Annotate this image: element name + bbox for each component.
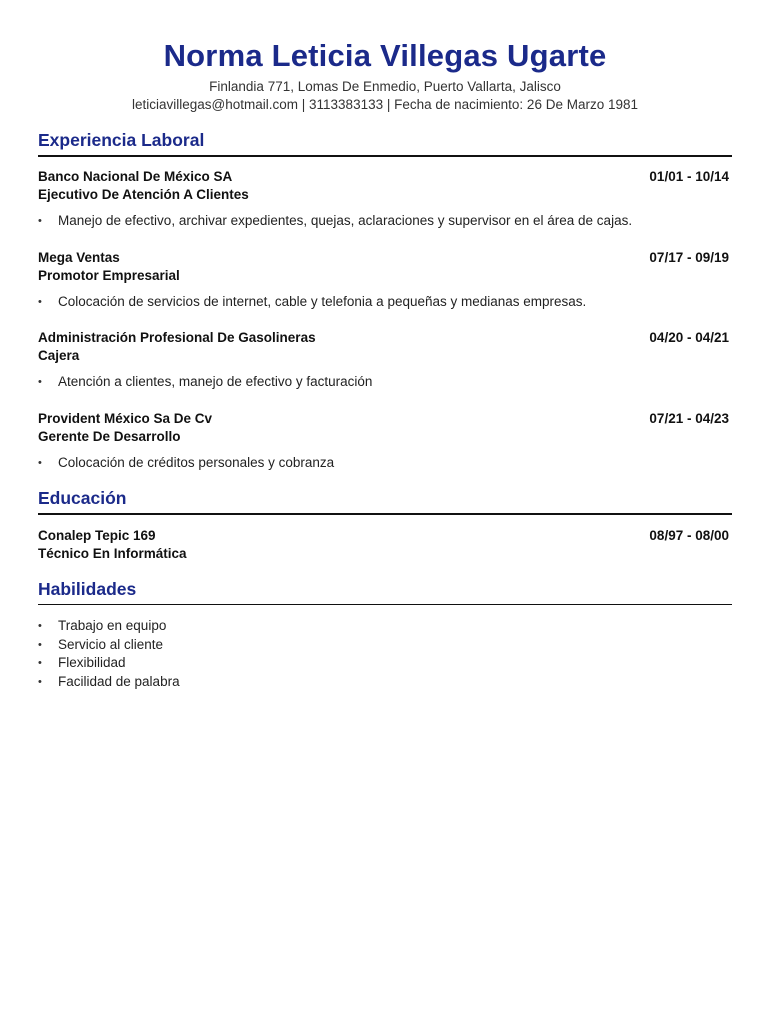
employment-dates: 07/17 - 09/19 xyxy=(649,249,729,265)
skill-item xyxy=(38,636,732,655)
section-title-experience: Experiencia Laboral xyxy=(38,128,732,157)
job-title: Ejecutivo De Atención A Clientes xyxy=(38,187,249,202)
employment-dates: 04/20 - 04/21 xyxy=(649,330,729,345)
duties-list xyxy=(38,454,732,473)
education-dates: 08/97 - 08/00 xyxy=(649,528,729,543)
skill-text: Trabajo en equipo xyxy=(58,618,167,633)
bullet-icon: • xyxy=(38,657,42,669)
skill-item xyxy=(38,654,732,673)
skill-text: Facilidad de palabra xyxy=(58,673,180,689)
duty-text: Colocación de servicios de internet, cable y telefonia a pequeñas y medianas empresas. xyxy=(58,293,587,309)
skill-text: Servicio al cliente xyxy=(58,636,164,652)
skills-list xyxy=(38,617,732,691)
experience-entry xyxy=(38,168,732,231)
duty-text: Manejo de efectivo, archivar expedientes, quejas, aclaraciones y supervisor en el área de cajas. xyxy=(58,213,633,228)
bullet-icon: • xyxy=(38,456,42,469)
duty-text: Atención a clientes, manejo de efectivo y facturación xyxy=(58,374,373,389)
employment-dates: 01/01 - 10/14 xyxy=(649,169,729,184)
employment-dates: 07/21 - 04/23 xyxy=(649,410,729,426)
bullet-icon: • xyxy=(38,215,42,227)
skill-item xyxy=(38,617,732,636)
duty-text: Colocación de créditos personales y cobranza xyxy=(58,454,335,470)
duty-item xyxy=(38,212,732,231)
bullet-icon: • xyxy=(38,638,42,651)
duty-item xyxy=(38,454,732,473)
duties-list xyxy=(38,293,732,312)
bullet-icon: • xyxy=(38,675,42,688)
employer-name: Administración Profesional De Gasolineras xyxy=(38,330,316,345)
bullet-icon: • xyxy=(38,295,42,308)
experience-entry xyxy=(38,249,732,312)
skill-item xyxy=(38,673,732,692)
experience-entry xyxy=(38,329,732,392)
education-section xyxy=(38,486,732,563)
address-line: Finlandia 771, Lomas De Enmedio, Puerto Vallarta, Jalisco xyxy=(209,79,561,94)
education-entry xyxy=(38,527,732,563)
duty-item xyxy=(38,293,732,312)
duties-list xyxy=(38,373,732,392)
employer-name: Banco Nacional De México SA xyxy=(38,169,233,184)
school-name: Conalep Tepic 169 xyxy=(38,528,156,543)
duty-item xyxy=(38,373,732,392)
section-title-education: Educación xyxy=(38,486,732,515)
bullet-icon: • xyxy=(38,376,42,388)
job-title: Cajera xyxy=(38,348,80,363)
contact-line: leticiavillegas@hotmail.com | 3113383133 | Fecha de nacimiento: 26 De Marzo 1981 xyxy=(132,97,638,112)
employer-name: Mega Ventas xyxy=(38,249,120,265)
skills-section xyxy=(38,577,732,691)
bullet-icon: • xyxy=(38,620,42,632)
degree-title: Técnico En Informática xyxy=(38,546,187,561)
employer-name: Provident México Sa De Cv xyxy=(38,410,213,426)
job-title: Gerente De Desarrollo xyxy=(38,428,181,444)
experience-section xyxy=(38,128,732,472)
resume-header xyxy=(38,0,732,114)
section-title-skills: Habilidades xyxy=(38,577,732,605)
skill-text: Flexibilidad xyxy=(58,655,126,670)
duties-list xyxy=(38,212,732,231)
job-title: Promotor Empresarial xyxy=(38,267,180,283)
experience-entry xyxy=(38,410,732,473)
candidate-name: Norma Leticia Villegas Ugarte xyxy=(163,38,607,73)
